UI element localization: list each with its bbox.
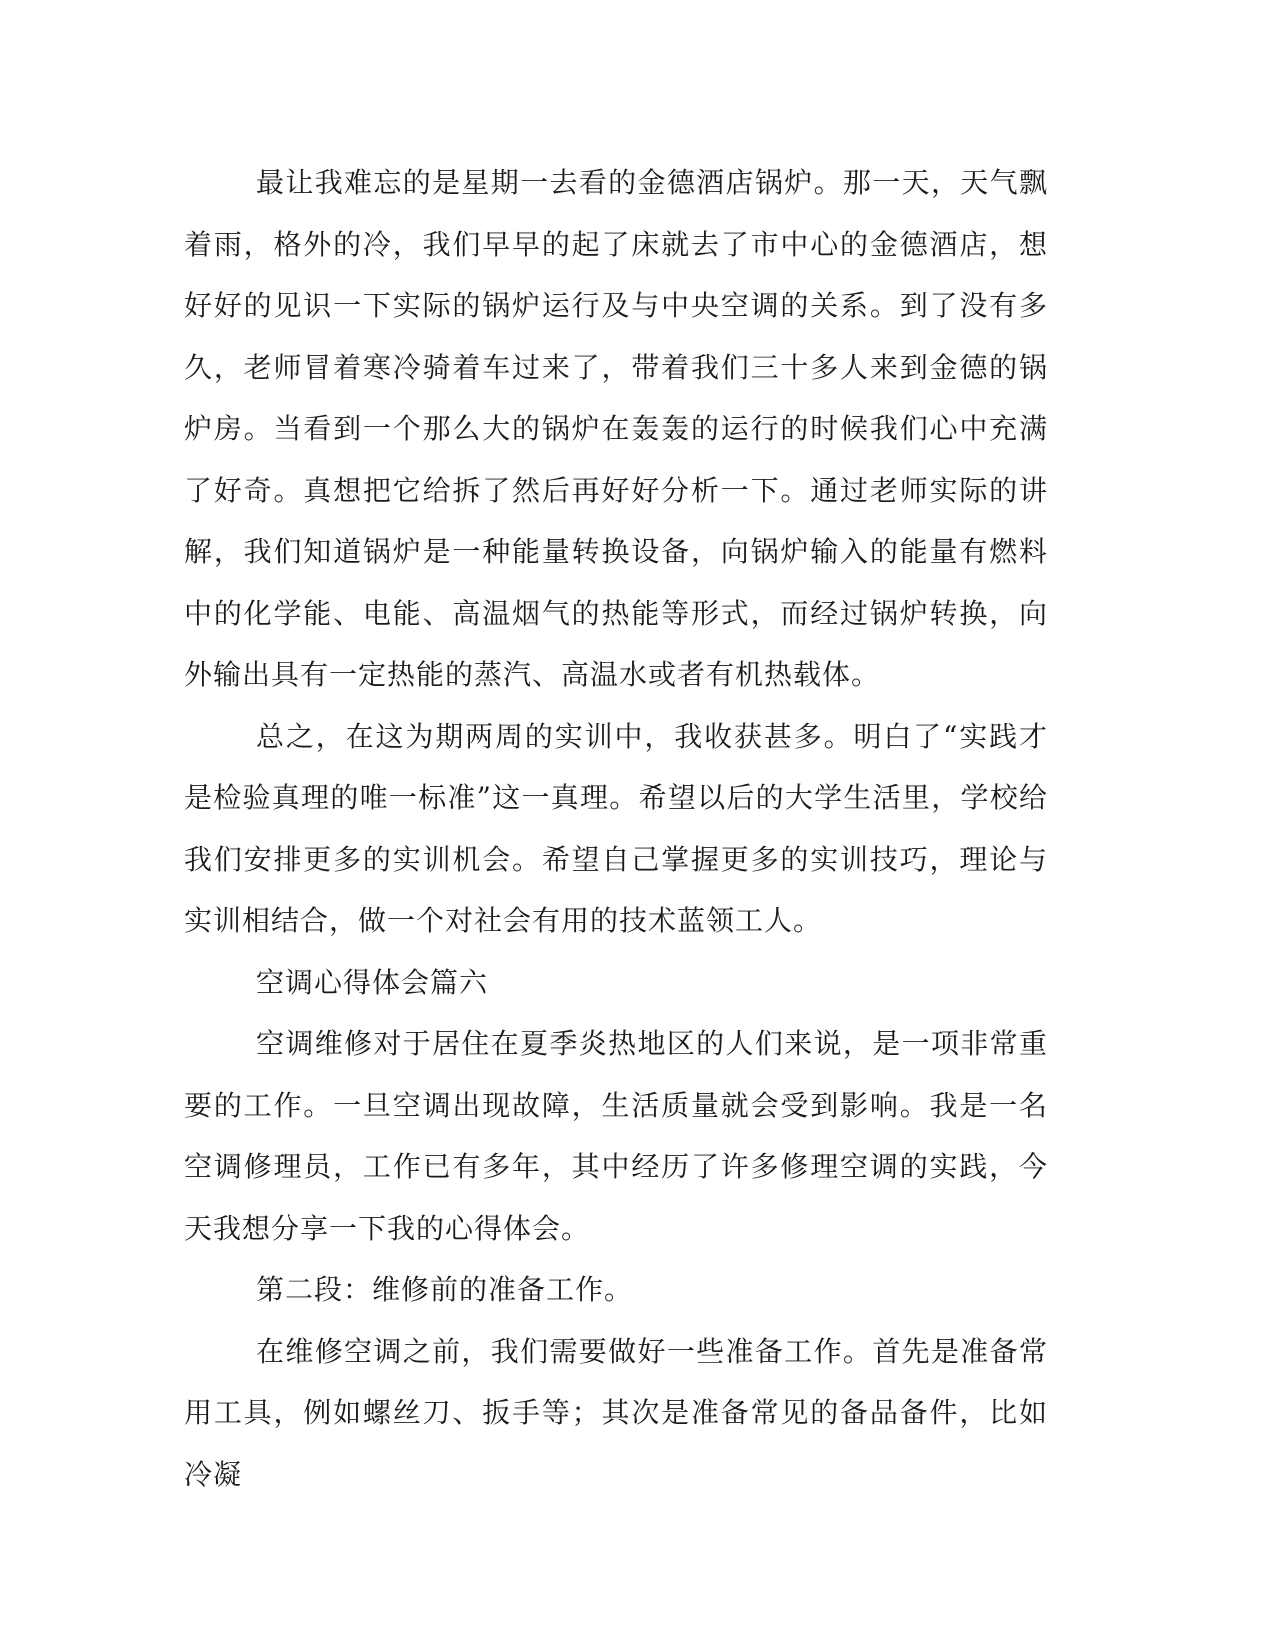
paragraph-preparation-work: 在维修空调之前，我们需要做好一些准备工作。首先是准备常用工具，例如螺丝刀、扳手等；其次是准备常见的备品备件，比如冷凝 [184, 1334, 1048, 1491]
paragraph-training-summary: 总之，在这为期两周的实训中，我收获甚多。明白了“实践才是检验真理的唯一标准”这一真理。希望以后的大学生活里，学校给我们安排更多的实训机会。希望自己掌握更多的实训技巧，理论与实训相结合，做一个对社会有用的技术蓝领工人。 [184, 719, 1048, 937]
document-body [184, 152, 1048, 1505]
section-heading-preparation: 第二段：维修前的准备工作。 [256, 1273, 634, 1306]
paragraph-ac-repair-intro: 空调维修对于居住在夏季炎热地区的人们来说，是一项非常重要的工作。一旦空调出现故障，生活质量就会受到影响。我是一名空调修理员，工作已有多年，其中经历了许多修理空调的实践，今天我想分享一下我的心得体会。 [184, 1027, 1048, 1245]
section-heading-part-six: 空调心得体会篇六 [256, 965, 489, 999]
paragraph-boiler-visit: 最让我难忘的是星期一去看的金德酒店锅炉。那一天，天气飘着雨，格外的冷，我们早早的起了床就去了市中心的金德酒店，想好好的见识一下实际的锅炉运行及与中央空调的关系。到了没有多久，老师冒着寒冷骑着车过来了，带着我们三十多人来到金德的锅炉房。当看到一个那么大的锅炉在轰轰的运行的时候我们心中充满了好奇。真想把它给拆了然后再好好分析一下。通过老师实际的讲解，我们知道锅炉是一种能量转换设备，向锅炉输入的能量有燃料中的化学能、电能、高温烟气的热能等形式，而经过锅炉转换，向外输出具有一定热能的蒸汽、高温水或者有机热载体。 [184, 166, 1048, 691]
